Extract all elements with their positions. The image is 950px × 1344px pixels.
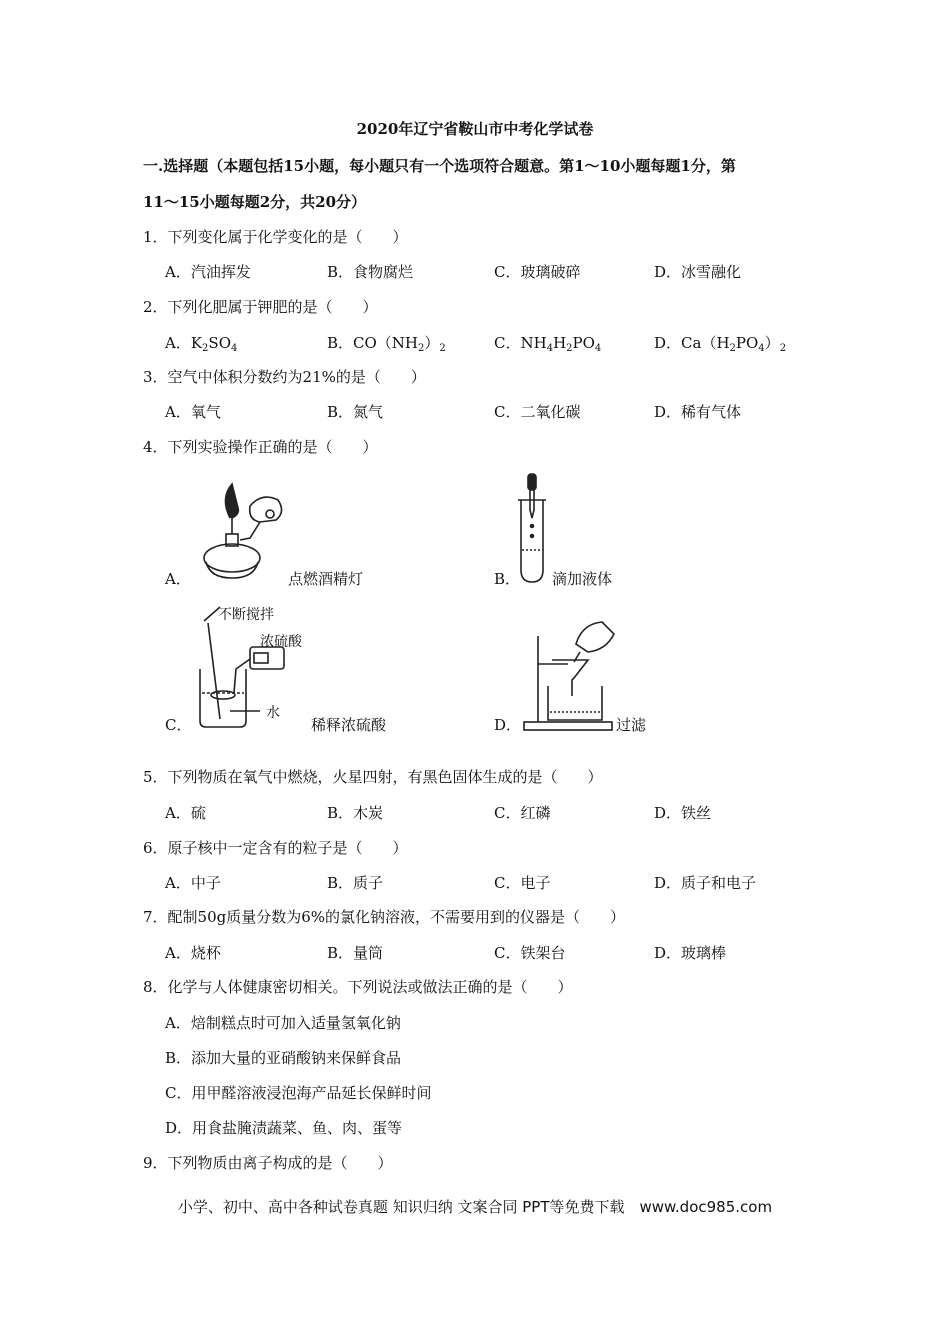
- question-2-option-c: C．$NH_4H_2PO_4$: [494, 334, 602, 354]
- question-7-option-d: D．玻璃棒: [654, 944, 727, 962]
- question-5-option-b: B．木炭: [327, 804, 384, 822]
- section-heading-line2: 11～15小题每题2分，共20分）: [143, 193, 367, 211]
- question-6-option-d: D．质子和电子: [654, 874, 757, 892]
- question-4-option-d-letter: D．: [494, 716, 522, 734]
- question-4-stem: 4．下列实验操作正确的是（ ）: [143, 438, 378, 456]
- question-5-stem: 5．下列物质在氧气中燃烧，火星四射，有黑色固体生成的是（ ）: [143, 768, 603, 786]
- question-1-option-b: B．食物腐烂: [327, 263, 414, 281]
- footer-download-note: 小学、初中、高中各种试卷真题 知识归纳 文案合同 PPT等免费下载 www.doc985.com: [177, 1198, 773, 1216]
- question-2-option-a: A．$K_2SO_4$: [165, 334, 238, 354]
- question-3-option-d: D．稀有气体: [654, 403, 742, 421]
- question-4-option-a-letter: A．: [165, 570, 191, 588]
- question-3-stem: 3．空气中体积分数约为21%的是（ ）: [143, 368, 426, 386]
- question-8-option-c: C．用甲醛溶液浸泡海产品延长保鲜时间: [165, 1084, 432, 1102]
- question-1-option-c: C．玻璃破碎: [494, 263, 581, 281]
- question-9-stem: 9．下列物质由离子构成的是（ ）: [143, 1154, 393, 1172]
- question-5-option-c: C．红磷: [494, 804, 551, 822]
- question-8-option-a: A．焙制糕点时可加入适量氢氧化钠: [165, 1014, 401, 1032]
- question-5-option-a: A．硫: [165, 804, 206, 822]
- alcohol-lamp-figure: [190, 478, 290, 584]
- question-2-option-d: D．$Ca(H_2PO_4)_2$: [654, 334, 787, 354]
- question-1-option-a: A．汽油挥发: [165, 263, 251, 281]
- question-1-option-d: D．冰雪融化: [654, 263, 742, 281]
- question-4-option-c-letter: C．: [165, 716, 192, 734]
- question-2-stem: 2．下列化肥属于钾肥的是（ ）: [143, 298, 378, 316]
- question-3-option-b: B．氮气: [327, 403, 384, 421]
- question-4-option-a-caption: 点燃酒精灯: [288, 570, 364, 588]
- filtration-figure: [522, 616, 618, 732]
- question-7-option-c: C．铁架台: [494, 944, 566, 962]
- question-3-option-a: A．氧气: [165, 403, 221, 421]
- question-5-option-d: D．铁丝: [654, 804, 712, 822]
- question-3-option-c: C．二氧化碳: [494, 403, 581, 421]
- section-heading-line1: 一.选择题（本题包括15小题，每小题只有一个选项符合题意。第1～10小题每题1分，第: [143, 157, 736, 175]
- question-8-option-d: D．用食盐腌渍蔬菜、鱼、肉、蛋等: [165, 1119, 403, 1137]
- question-6-option-b: B．质子: [327, 874, 384, 892]
- question-6-option-c: C．电子: [494, 874, 551, 892]
- question-2-option-b: B．$CO(NH_2)_2$: [327, 334, 446, 354]
- water-label: 水: [266, 705, 280, 721]
- page-title: 2020年辽宁省鞍山市中考化学试卷: [356, 120, 594, 138]
- sulfuric-acid-label: 浓硫酸: [260, 634, 302, 650]
- question-7-option-b: B．量筒: [327, 944, 384, 962]
- question-4-option-c-caption: 稀释浓硫酸: [311, 716, 387, 734]
- question-7-stem: 7．配制50g质量分数为6%的氯化钠溶液，不需要用到的仪器是（ ）: [143, 908, 626, 926]
- question-8-option-b: B．添加大量的亚硝酸钠来保鲜食品: [165, 1049, 402, 1067]
- question-7-option-a: A．烧杯: [165, 944, 221, 962]
- question-6-stem: 6．原子核中一定含有的粒子是（ ）: [143, 839, 408, 857]
- stir-label: 不断搅拌: [218, 607, 274, 623]
- question-4-option-d-caption: 过滤: [616, 716, 647, 734]
- question-6-option-a: A．中子: [165, 874, 221, 892]
- question-4-option-b-letter: B．: [494, 570, 521, 588]
- question-4-option-b-caption: 滴加液体: [552, 570, 613, 588]
- question-8-stem: 8．化学与人体健康密切相关。下列说法或做法正确的是（ ）: [143, 978, 573, 996]
- question-1-stem: 1．下列变化属于化学变化的是（ ）: [143, 228, 408, 246]
